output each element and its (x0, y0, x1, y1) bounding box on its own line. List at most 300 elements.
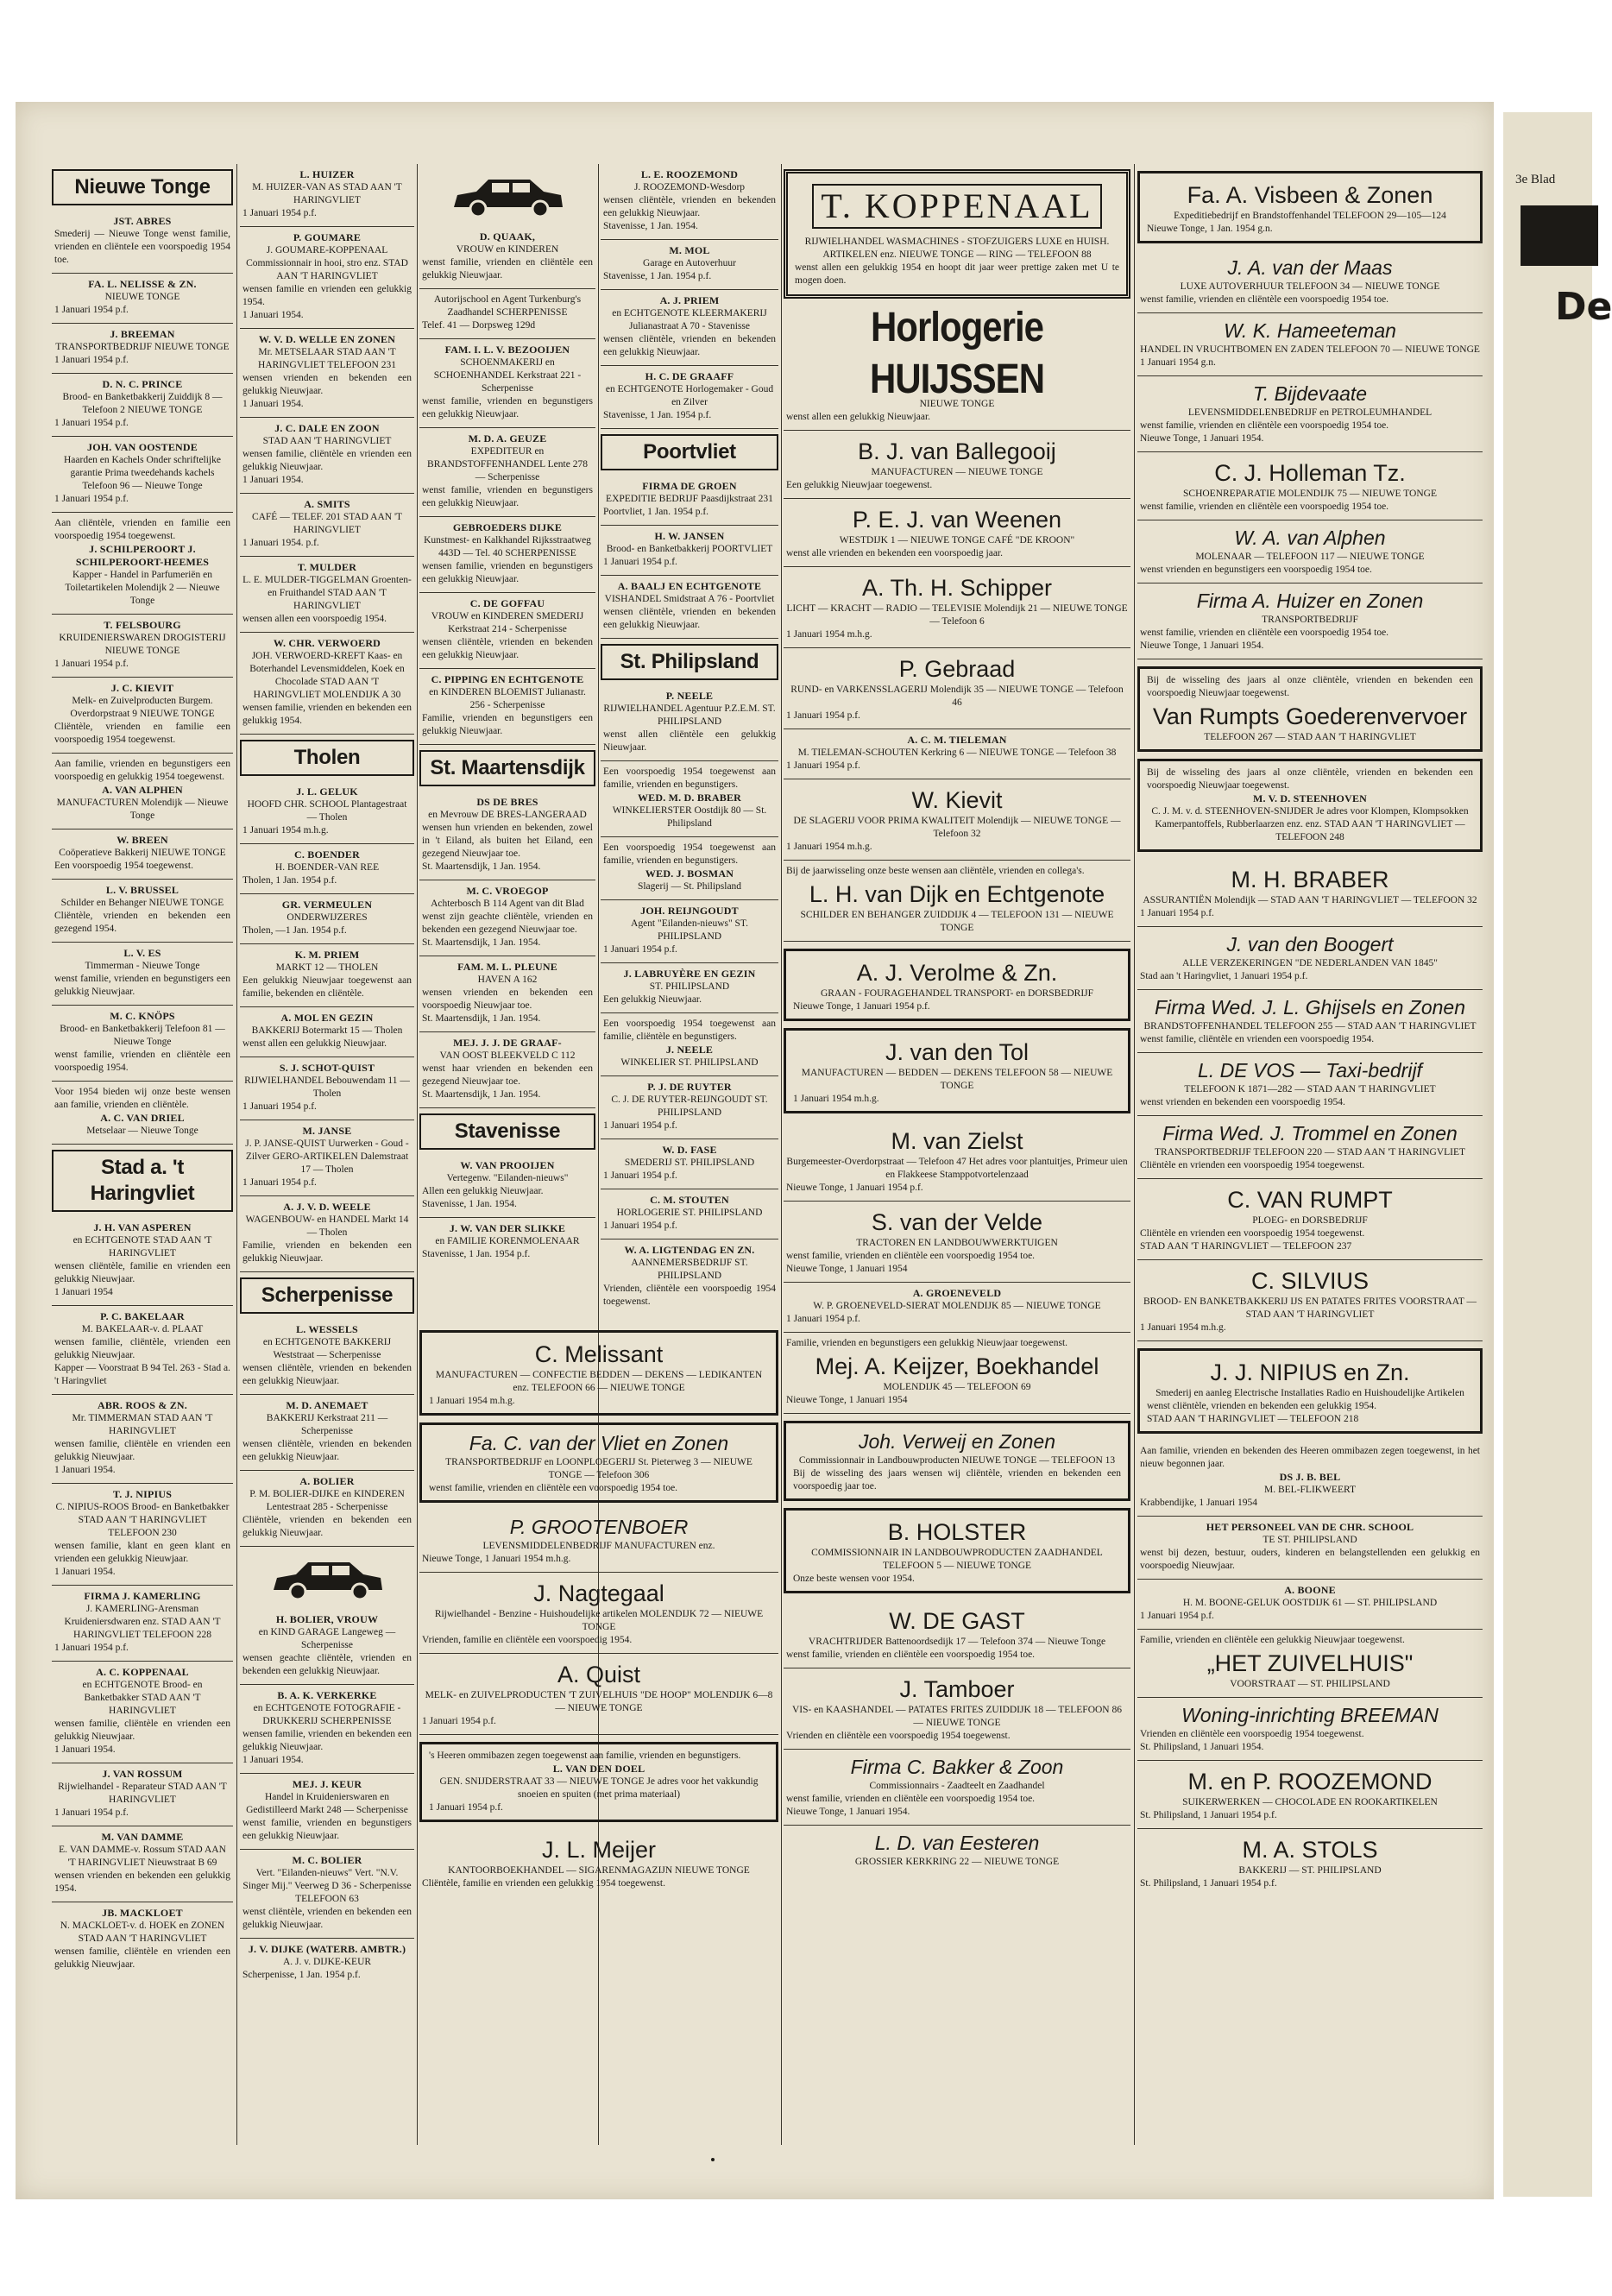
ad-business-name: Horlogerie HUIJSSEN (869, 303, 1045, 402)
column-1 (52, 164, 233, 1977)
ad-details: WINKELIERSTER Oostdijk 80 — St. Philipsland (612, 805, 767, 829)
ad-greeting: Cliëntèle, vrienden en bekenden een gelukkig Nieuwjaar. (242, 1515, 412, 1538)
ad-details: SCHOENMAKERIJ en SCHOENHANDEL Kerkstraat 221 - Scherpenisse (433, 357, 582, 394)
ad-details: Metselaar — Nieuwe Tonge (86, 1126, 198, 1136)
ad-greeting: wenst familie, cliëntèle en vrienden een voorspoedig 1954. (1140, 1034, 1375, 1044)
ad-name: J. C. DALE EN ZOON (274, 422, 380, 434)
advertisement (240, 1609, 414, 1685)
column-rule (236, 164, 237, 2145)
advertisement (419, 1573, 778, 1654)
ad-dateline: Stavenisse, 1 Jan. 1954 p.f. (603, 271, 712, 281)
advertisement (1137, 376, 1483, 452)
ad-details: M. BAKELAAR-v. d. PLAAT (81, 1324, 204, 1334)
car-icon (240, 1552, 414, 1604)
advertisement (784, 1668, 1130, 1750)
ad-name: MEJ. J. J. DE GRAAF- (453, 1037, 562, 1049)
advertisement (419, 1218, 595, 1267)
ad-name: D. QUAAK, (479, 230, 536, 243)
ad-dateline: Poortvliet, 1 Jan. 1954 p.f. (603, 507, 709, 517)
advertisement (240, 844, 414, 894)
ad-greeting: wensen familie, klant en geen klant en vrienden een gelukkig Nieuwjaar. (54, 1541, 230, 1564)
ad-dateline: 1 Januari 1954 p.f. (54, 305, 129, 315)
ad-details: Rijwielhandel - Reparateur STAD AAN 'T HARINGVLIET (58, 1782, 227, 1805)
ad-details: WESTDIJK 1 — NIEUWE TONGE CAFÉ "DE KROON" (839, 535, 1075, 546)
ad-name: JOH. VAN OOSTENDE (87, 441, 198, 453)
ad-greeting: Bij de wisseling des jaars wensen wij cliëntèle, vrienden en bekenden een voorspoedig jaar toe. (793, 1468, 1121, 1492)
ad-details: RIJWIELHANDEL WASMACHINES - STOFZUIGERS LUXE en HUISH. ARTIKELEN enz. NIEUWE TONGE — RING — TELEFOON 88 (804, 237, 1110, 260)
ad-business-name: M. H. BRABER (1231, 867, 1389, 893)
ad-greeting: wenst cliëntèle, vrienden en bekenden een gelukkig Nieuwjaar. (242, 1907, 412, 1930)
ad-details: A. J. v. DIJKE-KEUR (282, 1957, 372, 1967)
advertisement (240, 227, 414, 329)
ad-details: Brood- en Banketbakkerij POORTVLIET (606, 544, 773, 554)
ad-details: Haarden en Kachels Onder schriftelijke garantie Prima tweedehands kachels Telefoon 96 — Nieuwe Tonge (63, 455, 221, 491)
ad-details: Timmerman - Nieuwe Tonge (85, 961, 200, 971)
advertisement (240, 1685, 414, 1774)
ad-details: TRACTOREN EN LANDBOUWWERKTUIGEN (856, 1238, 1058, 1248)
ad-name: S. J. SCHOT-QUIST (279, 1062, 375, 1074)
advertisement (240, 1120, 414, 1196)
ad-details: N. MACKLOET-v. d. HOEK en ZONEN STAD AAN 'T HARINGVLIET (60, 1921, 225, 1944)
ad-details: GROSSIER KERKRING 22 — NIEUWE TONGE (854, 1857, 1060, 1867)
ad-dateline: Nieuwe Tonge, 1 Januari 1954. (1140, 640, 1264, 651)
ad-business-name: Fa. C. van der Vliet en Zonen (469, 1432, 729, 1454)
ad-dateline: Stavenisse, 1 Jan. 1954. (422, 1199, 517, 1209)
ad-details: C. J. DE RUYTER-REIJNGOUDT ST. PHILIPSLAND (611, 1094, 768, 1118)
advertisement (240, 781, 414, 844)
ad-dateline: 1 Januari 1954 p.f. (1140, 908, 1214, 918)
next-page-label: 3e Blad (1515, 173, 1556, 186)
ad-business-name: „HET ZUIVELHUIS" (1206, 1650, 1414, 1676)
ad-dateline: 1 Januari 1954 m.h.g. (786, 842, 872, 852)
ad-greeting: Familie, vrienden en bekenden een gelukkig Nieuwjaar. (242, 1240, 412, 1264)
advertisement (1137, 1441, 1483, 1517)
advertisement (419, 956, 595, 1032)
advertisement (784, 1028, 1130, 1113)
ad-details: DE SLAGERIJ VOOR PRIMA KWALITEIT Molendijk — NIEUWE TONGE — Telefoon 32 (793, 816, 1121, 839)
ad-greeting: wenst familie, vrienden en cliëntèle een voorspoedig 1954 toe. (1140, 501, 1389, 512)
ad-dateline: 1 Januari 1954 p.f. (54, 659, 129, 669)
ad-name: MEJ. J. KEUR (292, 1778, 362, 1790)
ad-details: LUXE AUTOVERHUUR TELEFOON 34 — NIEUWE TONGE (1180, 281, 1440, 292)
advertisement (784, 1202, 1130, 1283)
advertisement (601, 1013, 778, 1076)
ad-name: ABR. ROOS & ZN. (97, 1399, 187, 1411)
ad-greeting: Bij de wisseling des jaars al onze cliëntèle, vrienden en bekenden een voorspoedig Nieuwjaar toegewenst. (1147, 767, 1473, 791)
ad-details: TRANSPORTBEDRIJF en LOONPLOEGERIJ St. Pieterweg 3 — NIEUWE TONGE — Telefoon 306 (445, 1457, 752, 1480)
advertisement (52, 1395, 233, 1484)
ad-dateline: 1 Januari 1954 p.f. (603, 1170, 677, 1181)
ad-name: GR. VERMEULEN (281, 899, 373, 911)
advertisement (52, 211, 233, 274)
ad-business-name: P. GROOTENBOER (509, 1516, 689, 1538)
ad-name: A. MOL EN GEZIN (280, 1012, 374, 1024)
ad-name: A. BOLIER (299, 1475, 355, 1487)
advertisement (601, 240, 778, 290)
ad-details: ONDERWIJZERES (287, 912, 368, 923)
ad-greeting: Een gelukkig Nieuwjaar. (603, 994, 702, 1005)
ad-name: C. BOENDER (293, 848, 360, 861)
ad-greeting: wensen cliëntèle, vrienden en bekenden een gelukkig Nieuwjaar. (422, 637, 593, 660)
advertisement (1137, 452, 1483, 520)
place-heading: Scherpenisse (240, 1277, 414, 1314)
advertisement (1137, 1260, 1483, 1341)
advertisement (240, 164, 414, 227)
advertisement (419, 593, 595, 669)
advertisement (52, 1082, 233, 1145)
ad-details: KANTOORBOEKHANDEL — SIGARENMAGAZIJN NIEUWE TONGE (448, 1865, 750, 1876)
column-rule (1134, 164, 1135, 2145)
advertisement (601, 476, 778, 526)
ad-details: SCHOENREPARATIE MOLENDIJK 75 — NIEUWE TONGE (1183, 489, 1437, 499)
ad-dateline: Scherpenisse, 1 Jan. 1954 p.f. (242, 1970, 361, 1980)
ad-name: A. SMITS (304, 498, 350, 510)
advertisement (784, 1120, 1130, 1202)
advertisement (240, 1057, 414, 1120)
ad-business-name: M. A. STOLS (1242, 1837, 1378, 1863)
ad-name: C. DE GOFFAU (469, 597, 545, 609)
ad-details: AANNEMERSBEDRIJF ST. PHILIPSLAND (631, 1258, 748, 1281)
ad-details: VROUW en KINDEREN SMEDERIJ Kerkstraat 214 - Scherpenisse (431, 611, 584, 634)
advertisement (601, 576, 778, 639)
ad-details: C. NIPIUS-ROOS Brood- en Banketbakker STAD AAN 'T HARINGVLIET TELEFOON 230 (55, 1502, 230, 1538)
ad-details: WINKELIER ST. PHILIPSLAND (620, 1057, 759, 1068)
ad-greeting: Een voorspoedig 1954 toegewenst aan familie, vrienden en begunstigers. (603, 766, 776, 790)
advertisement (419, 517, 595, 593)
ad-details: M. BEL-FLIKWEERT (1264, 1485, 1356, 1495)
ad-business-name: J. Nagtegaal (533, 1580, 664, 1606)
column-2 (240, 164, 414, 1988)
ad-dateline: 1 Januari 1954 p.f. (786, 760, 860, 771)
ad-greeting: Vrienden, familie en cliëntèle een voorspoedig 1954. (422, 1635, 633, 1645)
ad-greeting: wenst familie, vrienden en cliëntèle een voorspoedig 1954 toe. (786, 1251, 1036, 1261)
advertisement (784, 949, 1130, 1021)
ad-details: M. HUIZER-VAN AS STAD AAN 'T HARINGVLIET (252, 182, 402, 205)
place-heading: Nieuwe Tonge (52, 169, 233, 205)
ad-name: J. W. VAN DER SLIKKE (449, 1222, 566, 1234)
ad-dateline: STAD AAN 'T HARINGVLIET — TELEFOON 218 (1147, 1414, 1359, 1424)
advertisement (52, 615, 233, 678)
ad-details: RIJWIELHANDEL Bebouwendam 11 — Tholen (244, 1075, 410, 1099)
wide-ad-block (419, 1323, 778, 1896)
ad-business-name: Mej. A. Keijzer, Boekhandel (815, 1353, 1099, 1379)
ad-details: LEVENSMIDDELENBEDRIJF en PETROLEUMHANDEL (1187, 407, 1433, 418)
ad-business-name: J. Tamboer (899, 1676, 1015, 1702)
ad-details: ASSURANTIËN Molendijk — STAD AAN 'T HARINGVLIET — TELEFOON 32 (1143, 895, 1477, 905)
ad-details: VISHANDEL Smidstraat A 76 - Poortvliet (604, 594, 775, 604)
advertisement (601, 837, 778, 900)
ad-details: HOOFD CHR. SCHOOL Plantagestraat — Tholen (247, 799, 407, 823)
advertisement (601, 1076, 778, 1139)
ad-business-name: Van Rumpts Goederenvervoer (1152, 703, 1468, 729)
ad-business-name: A. J. Verolme & Zn. (856, 960, 1058, 986)
ad-details: SCHILDER EN BEHANGER ZUIDDIJK 4 — TELEFOON 131 — NIEUWE TONGE (800, 910, 1114, 933)
advertisement (240, 944, 414, 1007)
ad-greeting: wensen vrienden en bekenden een voorspoedig Nieuwjaar toe. (422, 987, 593, 1011)
advertisement (52, 754, 233, 829)
ad-name: C. PIPPING EN ECHTGENOTE (431, 673, 584, 685)
ad-greeting: wenst haar vrienden en bekenden een gezegend Nieuwjaar toe. (422, 1063, 593, 1087)
ad-details: Rijwielhandel - Benzine - Huishoudelijke artikelen MOLENDIJK 72 — NIEUWE TONGE (434, 1609, 764, 1632)
ad-dateline: 1 Januari 1954 p.f. (603, 944, 677, 955)
ad-dateline: Kapper — Voorstraat B 94 Tel. 263 - Stad a. 't Haringvliet (54, 1363, 230, 1386)
advertisement (1137, 1179, 1483, 1260)
ad-greeting: wensen familie, cliëntèle en vrienden een gelukkig Nieuwjaar. (54, 1719, 230, 1742)
ad-dateline: St. Philipsland, 1 Januari 1954 p.f. (1140, 1878, 1277, 1889)
ad-business-name: L. H. van Dijk en Echtgenote (809, 881, 1105, 907)
ad-greeting: wensen familie, cliëntèle en vrienden een gelukkig Nieuwjaar. (242, 449, 412, 472)
ad-name: J. VAN ROSSUM (102, 1768, 183, 1780)
ad-dateline: 1 Januari 1954 p.f. (422, 1716, 496, 1726)
ad-dateline: St. Maartensdijk, 1 Jan. 1954. (422, 1013, 541, 1024)
ad-details: M. TIELEMAN-SCHOUTEN Kerkring 6 — NIEUWE TONGE — Telefoon 38 (797, 747, 1117, 758)
advertisement (419, 792, 595, 880)
advertisement (52, 513, 233, 615)
advertisement (1137, 859, 1483, 927)
ad-greeting: wensen familie, cliëntèle en vrienden een gelukkig Nieuwjaar. (54, 1439, 230, 1462)
ad-details: BROOD- EN BANKETBAKKERIJ IJS EN PATATES FRITES VOORSTRAAT — STAD AAN 'T HARINGVLIET (1143, 1296, 1477, 1320)
ad-dateline: 1 Januari 1954 p.f. (603, 1120, 677, 1131)
advertisement (601, 1139, 778, 1189)
ad-name: P. C. BAKELAAR (100, 1310, 185, 1322)
ad-details: J. KAMERLING-Arensman Kruideniersdwaren enz. STAD AAN 'T HARINGVLIET TELEFOON 228 (64, 1604, 221, 1640)
ad-dateline: Nieuwe Tonge, 1 Januari 1954. (1140, 433, 1264, 444)
ad-name: M. JANSE (302, 1125, 352, 1137)
advertisement (1137, 759, 1483, 852)
advertisement (52, 1763, 233, 1826)
ad-business-name: W. DE GAST (889, 1608, 1025, 1634)
ad-greeting: Vrienden en cliëntèle een voorspoedig 1954 toegewenst. (786, 1731, 1011, 1741)
ad-dateline: 1 Januari 1954 p.f. (242, 1177, 317, 1188)
ad-details: BAKKERIJ — ST. PHILIPSLAND (1238, 1865, 1382, 1876)
place-heading: St. Maartensdijk (419, 750, 595, 786)
advertisement (419, 880, 595, 956)
ad-details: Expeditiebedrijf en Brandstoffenhandel TELEFOON 29—105—124 (1174, 211, 1446, 221)
advertisement (601, 900, 778, 963)
ad-name: JB. MACKLOET (102, 1907, 183, 1919)
ad-details: HORLOGERIE ST. PHILIPSLAND (616, 1208, 763, 1218)
ad-name: A. C. KOPPENAAL (96, 1666, 189, 1678)
ad-name: FIRMA DE GROEN (642, 480, 737, 492)
ad-details: STAD AAN 'T HARINGVLIET (262, 436, 392, 446)
advertisement (784, 729, 1130, 779)
ad-details: ST. PHILIPSLAND (649, 981, 730, 992)
ad-details: H. M. BOONE-GELUK OOSTDIJK 61 — ST. PHILIPSLAND (1182, 1598, 1438, 1608)
ad-greeting: wenst alle vrienden en bekenden een voorspoedig jaar. (786, 548, 1003, 558)
ad-dateline: 1 Januari 1954. (54, 1567, 116, 1577)
advertisement (240, 494, 414, 557)
ad-details: EXPEDITIE BEDRIJF Paasdijkstraat 231 (606, 494, 773, 504)
ad-details: VROUW en KINDEREN (456, 244, 559, 255)
ad-greeting: wenst familie, vrienden en begunstigers een gelukkig Nieuwjaar. (54, 974, 230, 997)
ad-details: MELK- en ZUIVELPRODUCTEN 'T ZUIVELHUIS "DE HOOP" MOLENDIJK 6—8 — NIEUWE TONGE (425, 1690, 773, 1713)
ad-details: Smederij en aanleg Electrische Installaties Radio en Huishoudelijke Artikelen (1155, 1388, 1464, 1398)
advertisement (784, 648, 1130, 729)
ad-details: GRAAN - FOURAGEHANDEL TRANSPORT- en DORSBEDRIJF (820, 988, 1094, 999)
ad-business-name: J. van den Tol (885, 1039, 1030, 1065)
ad-greeting: wenst familie, vrienden en begunstigers een gelukkig Nieuwjaar. (422, 485, 593, 508)
ad-name: W. V. D. WELLE EN ZONEN (258, 333, 396, 345)
advertisement (419, 1155, 595, 1218)
ad-business-name: Woning-inrichting BREEMAN (1181, 1704, 1439, 1726)
ad-dateline: St. Maartensdijk, 1 Jan. 1954. (422, 861, 541, 872)
ad-name: H. BOLIER, VROUW (275, 1613, 379, 1625)
advertisement (1137, 927, 1483, 990)
advertisement (52, 374, 233, 437)
advertisement (419, 339, 595, 428)
ad-details: COMMISSIONNAIR IN LANDBOUWPRODUCTEN ZAADHANDEL TELEFOON 5 — NIEUWE TONGE (811, 1548, 1103, 1571)
ad-name: A. J. PRIEM (659, 294, 720, 306)
ad-details: VAN OOST BLEEKVELD C 112 (439, 1050, 576, 1061)
ad-dateline: 1 Januari 1954 p.f. (429, 1802, 503, 1813)
ad-dateline: Nieuwe Tonge, 1 Januari 1954 (786, 1395, 908, 1405)
advertisement (601, 761, 778, 837)
ad-greeting: wenst vrienden en begunstigers een voorspoedig 1954 toe. (1140, 565, 1372, 575)
advertisement (419, 1510, 778, 1573)
advertisement (1137, 313, 1483, 376)
advertisement (52, 1217, 233, 1306)
advertisement (784, 1600, 1130, 1668)
ad-business-name: B. J. van Ballegooij (858, 438, 1056, 464)
ad-greeting: Aan familie, vrienden en begunstigers een voorspoedig en gelukkig 1954 toegewenst. (54, 759, 230, 782)
place-heading: Stavenisse (419, 1113, 595, 1150)
ad-name: W. BREEN (116, 834, 168, 846)
ad-greeting: Smederij — Nieuwe Tonge wenst familie, vrienden en cliënteIe een voorspoedig 1954 toe. (54, 229, 230, 265)
advertisement (601, 1189, 778, 1239)
advertisement (784, 567, 1130, 648)
adjacent-page (1503, 112, 1612, 2197)
advertisement (784, 304, 1130, 431)
ad-greeting: Cliëntèle, vrienden en familie een voorspoedig 1954 toegewenst. (54, 722, 230, 745)
advertisement (784, 169, 1130, 299)
ad-name: J. SCHILPEROORT J. SCHILPEROORT-HEEMES (75, 543, 210, 568)
advertisement (52, 1484, 233, 1586)
ad-details: KRUIDENIERSWAREN DROGISTERIJ NIEUWE TONGE (59, 633, 226, 656)
ad-details: Coöperatieve Bakkerij NIEUWE TONGE (59, 848, 226, 858)
ad-business-name: A. Th. H. Schipper (861, 575, 1053, 601)
ad-name: M. VAN DAMME (101, 1831, 184, 1843)
ad-business-name: C. SILVIUS (1250, 1268, 1370, 1294)
column-5 (784, 164, 1130, 1875)
ad-details: en Mevrouw DE BRES-LANGERAAD (428, 810, 587, 820)
ad-details: en ECHTGENOTE KLEERMAKERIJ Julianastraat A 70 - Stavenisse (612, 308, 767, 331)
ad-greeting: wenst bij dezen, bestuur, ouders, kinderen en belangstellenden een gelukkig en voorspoedig Nieuwjaar. (1140, 1548, 1480, 1571)
ad-greeting: Familie, vrienden en begunstigers een gelukkig Nieuwjaar toegewenst. (786, 1338, 1068, 1348)
ad-details: Agent "Eilanden-nieuws" ST. PHILIPSLAND (631, 918, 748, 942)
ad-details: Achterbosch B 114 Agent van dit Blad (431, 899, 584, 909)
ad-dateline: Telef. 41 — Dorpsweg 129d (422, 320, 536, 331)
ad-details: en KINDEREN BLOEMIST Julianastr. 256 - Scherpenisse (429, 687, 586, 710)
ad-details: MANUFACTUREN Molendijk — Nieuwe Tonge (56, 798, 229, 821)
ad-business-name: C. Melissant (534, 1341, 664, 1367)
ad-dateline: St. Philipsland, 1 Januari 1954 p.f. (1140, 1810, 1277, 1820)
advertisement (784, 861, 1130, 942)
ad-greeting: wensen familie, cliëntèle, vrienden een gelukkig Nieuwjaar. (54, 1337, 230, 1360)
ad-greeting: Een gelukkig Nieuwjaar toegewenst aan familie, bekenden en cliëntèle. (242, 975, 412, 999)
advertisement (1137, 1517, 1483, 1580)
ad-greeting: wenst familie, vrienden en cliëntèle een gelukkig Nieuwjaar. (422, 257, 593, 281)
advertisement (419, 669, 595, 745)
ad-name: A. BAALJ EN ECHTGENOTE (617, 580, 762, 592)
ad-dateline: 1 Januari 1954 p.f. (54, 418, 129, 428)
ad-details: Mr. TIMMERMAN STAD AAN 'T HARINGVLIET (72, 1413, 213, 1436)
ad-name: P. NEELE (665, 690, 714, 702)
advertisement (1137, 1829, 1483, 1896)
advertisement (419, 1829, 778, 1896)
ad-details: EXPEDITEUR en BRANDSTOFFENHANDEL Lente 278 — Scherpenisse (427, 446, 588, 483)
column-3 (419, 164, 595, 1267)
ad-details: en ECHTGENOTE Brood- en Banketbakker STAD AAN 'T HARINGVLIET (82, 1680, 203, 1716)
advertisement (52, 1826, 233, 1902)
ad-business-name: M. en P. ROOZEMOND (1187, 1769, 1433, 1795)
ad-business-name: J. L. Meijer (541, 1837, 657, 1863)
ad-name: W. CHR. VERWOERD (273, 637, 381, 649)
ad-details: RIJWIELHANDEL Agentuur P.Z.E.M. ST. PHILIPSLAND (603, 703, 776, 727)
ad-details: GEN. SNIJDERSTRAAT 33 — NIEUWE TONGE Je adres voor het vakkundig snoeien en spuiten (met prima materiaal) (439, 1776, 759, 1800)
place-heading: Poortvliet (601, 434, 778, 470)
ad-details: MANUFACTUREN — BEDDEN — DEKENS TELEFOON 58 — NIEUWE TONGE (801, 1068, 1113, 1091)
ad-greeting: Aan cliëntèle, vrienden en familie een voorspoedig 1954 toegewenst. (54, 518, 230, 541)
ad-greeting: wensen hun vrienden en bekenden, zowel in 't Eiland, als buiten het Eiland, een gezegend Nieuwjaar toe. (422, 823, 593, 859)
ad-dateline: 1 Januari 1954. (54, 1744, 116, 1755)
advertisement (1137, 990, 1483, 1053)
ad-name: WED. J. BOSMAN (645, 867, 734, 880)
ad-dateline: St. Maartensdijk, 1 Jan. 1954. (422, 1089, 541, 1100)
ad-business-name: S. van der Velde (871, 1209, 1043, 1235)
ad-dateline: 1 Januari 1954. (242, 1755, 304, 1765)
advertisement (1137, 1698, 1483, 1761)
ad-details: Commissionnair in Landbouwproducten NIEUWE TONGE — TELEFOON 13 (798, 1455, 1116, 1466)
advertisement (1137, 1348, 1483, 1434)
ad-details: Handel in Kruidenierswaren en Gedistilleerd Markt 248 — Scherpenisse (246, 1792, 408, 1815)
advertisement (419, 428, 595, 517)
ad-details: en ECHTGENOTE Horlogemaker - Goud en Zilver (605, 384, 774, 407)
ad-name: A. C. M. TIELEMAN (907, 734, 1007, 746)
ad-details: W. P. GROENEVELD-SIERAT MOLENDIJK 85 — NIEUWE TONGE (813, 1301, 1101, 1311)
ad-details: TELEFOON K 1871—282 — STAD AAN 'T HARINGVLIET (1184, 1084, 1436, 1094)
ad-greeting: Een voorspoedig 1954 toegewenst. (54, 861, 193, 871)
ad-name: C. M. STOUTEN (650, 1194, 729, 1206)
ad-details: SUIKERWERKEN — CHOCOLADE EN ROOKARTIKELEN (1182, 1797, 1438, 1807)
advertisement (1137, 1053, 1483, 1116)
ad-business-name: C. VAN RUMPT (1227, 1187, 1393, 1213)
ad-greeting: wenst vrienden en bekenden een voorspoedig 1954. (1140, 1097, 1345, 1107)
ad-name: T. MULDER (297, 561, 357, 573)
ad-dateline: Stavenisse, 1 Jan. 1954. (603, 221, 698, 231)
ad-greeting: 's Heeren ommibazen zegen toegewenst aan familie, vrienden en begunstigers. (429, 1750, 741, 1761)
ad-name: A. VAN ALPHEN (102, 784, 183, 796)
place-heading: Stad a. 't Haringvliet (52, 1150, 233, 1212)
ad-greeting: wensen vrienden en bekenden een gelukkig Nieuwjaar. (242, 373, 412, 396)
ad-business-name: C. J. Holleman Tz. (1214, 460, 1406, 486)
page-dot (711, 2158, 715, 2161)
column-6 (1137, 164, 1483, 1896)
advertisement (784, 779, 1130, 861)
ad-greeting: Aan familie, vrienden en bekenden des Heeren ommibazen zegen toegewenst, in het nieuw begonnen jaar. (1140, 1446, 1480, 1469)
ad-business-name: W. K. Hameeteman (1224, 319, 1396, 342)
ad-greeting: wenst familie, vrienden en begunstigers een gelukkig Nieuwjaar. (422, 396, 593, 419)
ad-greeting: wenst familie, vrienden en cliëntèle een voorspoedig 1954 toe. (786, 1794, 1036, 1804)
ad-greeting: wensen vrienden en bekenden een gelukkig 1954. (54, 1870, 230, 1894)
ad-name: GEBROEDERS DIJKE (452, 521, 563, 533)
ad-name: D. N. C. PRINCE (102, 378, 183, 390)
ad-details: Vertegenw. "Eilanden-nieuws" (446, 1173, 569, 1183)
ad-business-name: J. van den Boogert (1226, 933, 1394, 956)
advertisement (601, 290, 778, 366)
ad-business-name: W. Kievit (911, 787, 1003, 813)
ad-greeting: Vrienden, cliëntèle een voorspoedig 1954 toegewenst. (603, 1284, 776, 1307)
advertisement (784, 431, 1130, 499)
